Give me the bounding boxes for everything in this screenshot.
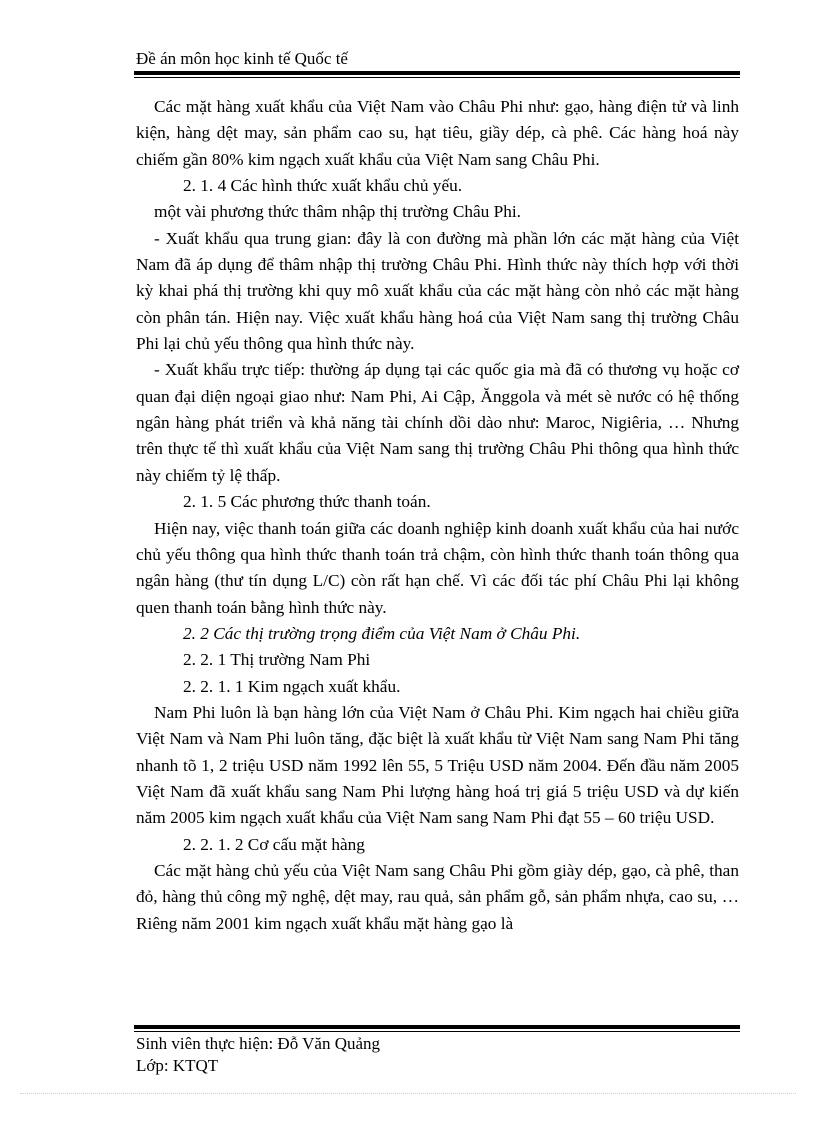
paragraph-export-goods: Các mặt hàng xuất khẩu của Việt Nam vào Châu Phi như: gạo, hàng điện tử và linh kiện, hàng dệt may, sản phẩm cao su, hạt tiêu, giầy dép, cà phê. Các hàng hoá này chiếm gần 80% kim ngạch xuất khẩu của Việt Nam sang Châu Phi. — [136, 97, 739, 169]
header-divider-thin — [134, 77, 740, 78]
footer-class: Lớp: KTQT — [136, 1056, 219, 1075]
footer-divider-thick — [134, 1025, 740, 1029]
paragraph-methods-intro: một vài phương thức thâm nhập thị trường Châu Phi. — [154, 202, 522, 222]
page-header-title: Đề án môn học kinh tế Quốc tế — [136, 49, 348, 68]
document-body — [136, 94, 739, 937]
footer-student: Sinh viên thực hiện: Đỗ Văn Quảng — [136, 1034, 381, 1053]
heading-2-2: 2. 2 Các thị trường trọng điểm của Việt Nam ở Châu Phi. — [183, 623, 581, 643]
heading-2-2-1-1: 2. 2. 1. 1 Kim ngạch xuất khẩu. — [183, 676, 401, 696]
heading-2-2-1-2: 2. 2. 1. 2 Cơ cấu mặt hàng — [183, 834, 365, 854]
paragraph-goods-structure: Các mặt hàng chủ yếu của Việt Nam sang Châu Phi gồm giày dép, gạo, cà phê, than đỏ, hàng thủ công mỹ nghệ, dệt may, rau quả, sản phẩm gỗ, sản phẩm nhựa, cao su, … Riêng năm 2001 kim ngạch xuất khẩu mặt hàng gạo là — [136, 860, 739, 933]
footer-divider-thin — [134, 1031, 740, 1032]
page-footer — [136, 1033, 380, 1077]
paragraph-payment: Hiện nay, việc thanh toán giữa các doanh nghiệp kinh doanh xuất khẩu của hai nước chủ yếu thông qua hình thức thanh toán trả chậm, còn hình thức thanh toán thông qua ngân hàng (thư tín dụng L/C) còn rất hạn chế. Vì các đối tác phí Châu Phi lại không quen thanh toán bằng hình thức này. — [136, 518, 739, 617]
header-divider-thick — [134, 71, 740, 75]
heading-2-2-1: 2. 2. 1 Thị trường Nam Phi — [183, 650, 371, 670]
paragraph-direct-export: - Xuất khẩu trực tiếp: thường áp dụng tại các quốc gia mà đã có thương vụ hoặc cơ quan đại diện ngoại giao như: Nam Phi, Ai Cập, Ănggola và mét sè nước có hệ thống ngân hàng phát triển và khả năng tài chính dồi dào như: Maroc, Nigiêria, … Nhưng trên thực tế thì xuất khẩu của Việt Nam sang thị trường Châu Phi thông qua hình thức này chiếm tỷ lệ thấp. — [136, 360, 739, 485]
heading-2-1-4: 2. 1. 4 Các hình thức xuất khẩu chủ yếu. — [183, 176, 463, 196]
paragraph-indirect-export: - Xuất khẩu qua trung gian: đây là con đường mà phần lớn các mặt hàng của Việt Nam đã áp dụng để thâm nhập thị trường Châu Phi. Hình thức này thích hợp với thời kỳ khai phá thị trường khi quy mô xuất khẩu của các mặt hàng còn nhỏ các mặt hàng còn phân tán. Hiện nay. Việc xuất khẩu hàng hoá của Việt Nam sang thị trường Châu Phi lại chủ yếu thông qua hình thức này. — [136, 228, 739, 354]
page-edge-divider — [20, 1093, 796, 1094]
heading-2-1-5: 2. 1. 5 Các phương thức thanh toán. — [183, 492, 431, 512]
paragraph-south-africa-turnover: Nam Phi luôn là bạn hàng lớn của Việt Nam ở Châu Phi. Kim ngạch hai chiều giữa Việt Nam và Nam Phi luôn tăng, đặc biệt là xuất khẩu từ Việt Nam sang Nam Phi tăng nhanh tõ 1, 2 triệu USD năm 1992 lên 55, 5 Triệu USD năm 2004. Đến đầu năm 2005 Việt Nam đã xuất khẩu sang Nam Phi lượng hàng hoá trị giá 5 triệu USD và dự kiến năm 2005 kim ngạch xuất khẩu của Việt Nam sang Nam Phi đạt 55 – 60 triệu USD. — [136, 702, 739, 828]
